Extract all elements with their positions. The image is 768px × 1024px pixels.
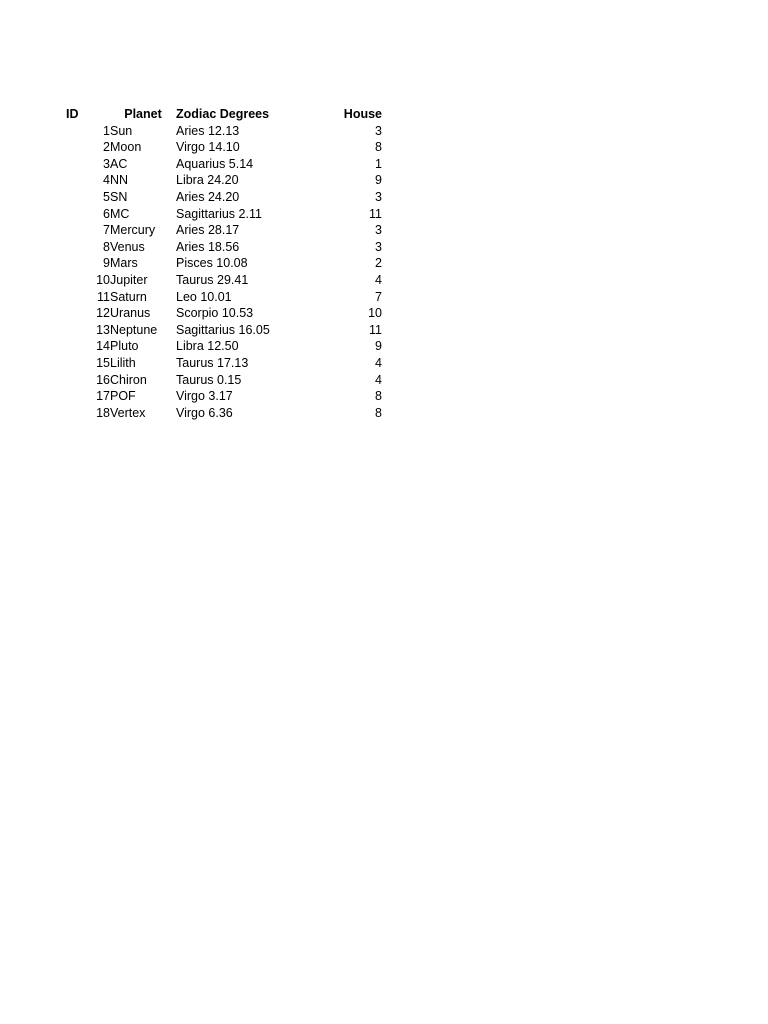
cell-zodiac-degrees: Aries 28.17 [176,223,240,238]
cell-id: 7 [103,223,110,238]
cell-planet: Lilith [110,355,136,370]
cell-id: 11 [97,289,110,304]
cell-planet: Neptune [110,322,158,337]
cell-zodiac-degrees: Sagittarius 16.05 [176,322,270,337]
cell-house: 7 [375,289,382,304]
cell-zodiac-degrees: Sagittarius 2.11 [176,206,262,221]
cell-zodiac-degrees: Libra 24.20 [176,173,239,188]
cell-planet: Jupiter [110,272,148,287]
cell-planet: Vertex [110,405,146,420]
cell-id: 5 [103,189,110,204]
table-row [66,172,382,189]
cell-planet: Chiron [110,372,147,387]
cell-house: 8 [375,405,382,420]
cell-house: 3 [375,223,382,238]
cell-zodiac-degrees: Taurus 29.41 [176,272,249,287]
cell-id: 6 [103,206,110,221]
cell-zodiac-degrees: Aries 24.20 [176,189,240,204]
cell-planet: NN [110,173,129,188]
cell-id: 1 [103,123,110,138]
cell-zodiac-degrees: Taurus 17.13 [176,355,249,370]
cell-house: 11 [369,206,382,221]
cell-planet: Venus [110,239,145,254]
cell-zodiac-degrees: Virgo 6.36 [176,405,233,420]
cell-planet: POF [110,389,136,404]
cell-zodiac-degrees: Leo 10.01 [176,289,232,304]
header-house: House [343,107,382,121]
cell-house: 9 [375,339,382,354]
cell-id: 12 [96,306,110,321]
cell-house: 10 [368,306,382,321]
cell-id: 17 [96,389,110,404]
cell-house: 2 [375,256,382,271]
header-zodiac-degrees: Zodiac Degrees [176,107,270,121]
table-row [66,222,382,239]
cell-planet: Mars [110,256,138,271]
cell-zodiac-degrees: Virgo 3.17 [176,389,233,404]
cell-id: 15 [96,355,110,370]
cell-house: 4 [375,372,382,387]
cell-zodiac-degrees: Scorpio 10.53 [176,306,254,321]
cell-id: 4 [103,173,110,188]
table-row [66,372,382,389]
cell-id: 18 [96,405,110,420]
cell-zodiac-degrees: Libra 12.50 [176,339,239,354]
cell-id: 3 [103,156,110,171]
cell-planet: SN [110,189,128,204]
table-row [66,305,382,322]
cell-planet: AC [110,156,128,171]
cell-id: 10 [96,272,110,287]
table-row [66,405,382,422]
cell-id: 13 [96,322,110,337]
cell-house: 3 [375,189,382,204]
cell-house: 1 [375,156,382,171]
cell-house: 11 [369,322,382,337]
cell-house: 9 [375,173,382,188]
table-row [66,156,382,173]
table-row [66,338,382,355]
cell-id: 9 [103,256,110,271]
cell-planet: Uranus [110,306,151,321]
cell-planet: Saturn [110,289,147,304]
cell-id: 2 [103,140,110,155]
cell-house: 3 [375,123,382,138]
cell-zodiac-degrees: Aquarius 5.14 [176,156,254,171]
cell-id: 14 [96,339,110,354]
cell-zodiac-degrees: Virgo 14.10 [176,140,240,155]
cell-zodiac-degrees: Aries 12.13 [176,123,240,138]
header-row [66,106,382,123]
cell-house: 3 [375,239,382,254]
header-id: ID [66,107,79,121]
cell-zodiac-degrees: Taurus 0.15 [176,372,242,387]
table-row [66,388,382,405]
cell-planet: Moon [110,140,142,155]
table-row [66,189,382,206]
cell-planet: Mercury [110,223,156,238]
table-row [66,272,382,289]
cell-house: 4 [375,272,382,287]
table-row [66,322,382,339]
cell-house: 4 [375,355,382,370]
table-row [66,239,382,256]
table-row [66,289,382,306]
table-row [66,255,382,272]
table-row [66,139,382,156]
table-row [66,355,382,372]
planet-table [66,106,382,421]
table-row [66,206,382,223]
table-row [66,123,382,140]
cell-zodiac-degrees: Pisces 10.08 [176,256,248,271]
cell-planet: MC [110,206,130,221]
cell-id: 16 [96,372,110,387]
cell-planet: Pluto [110,339,139,354]
cell-id: 8 [103,239,110,254]
cell-zodiac-degrees: Aries 18.56 [176,239,240,254]
table-body [66,123,382,422]
header-planet: Planet [124,107,162,121]
cell-house: 8 [375,389,382,404]
cell-house: 8 [375,140,382,155]
cell-planet: Sun [110,123,133,138]
